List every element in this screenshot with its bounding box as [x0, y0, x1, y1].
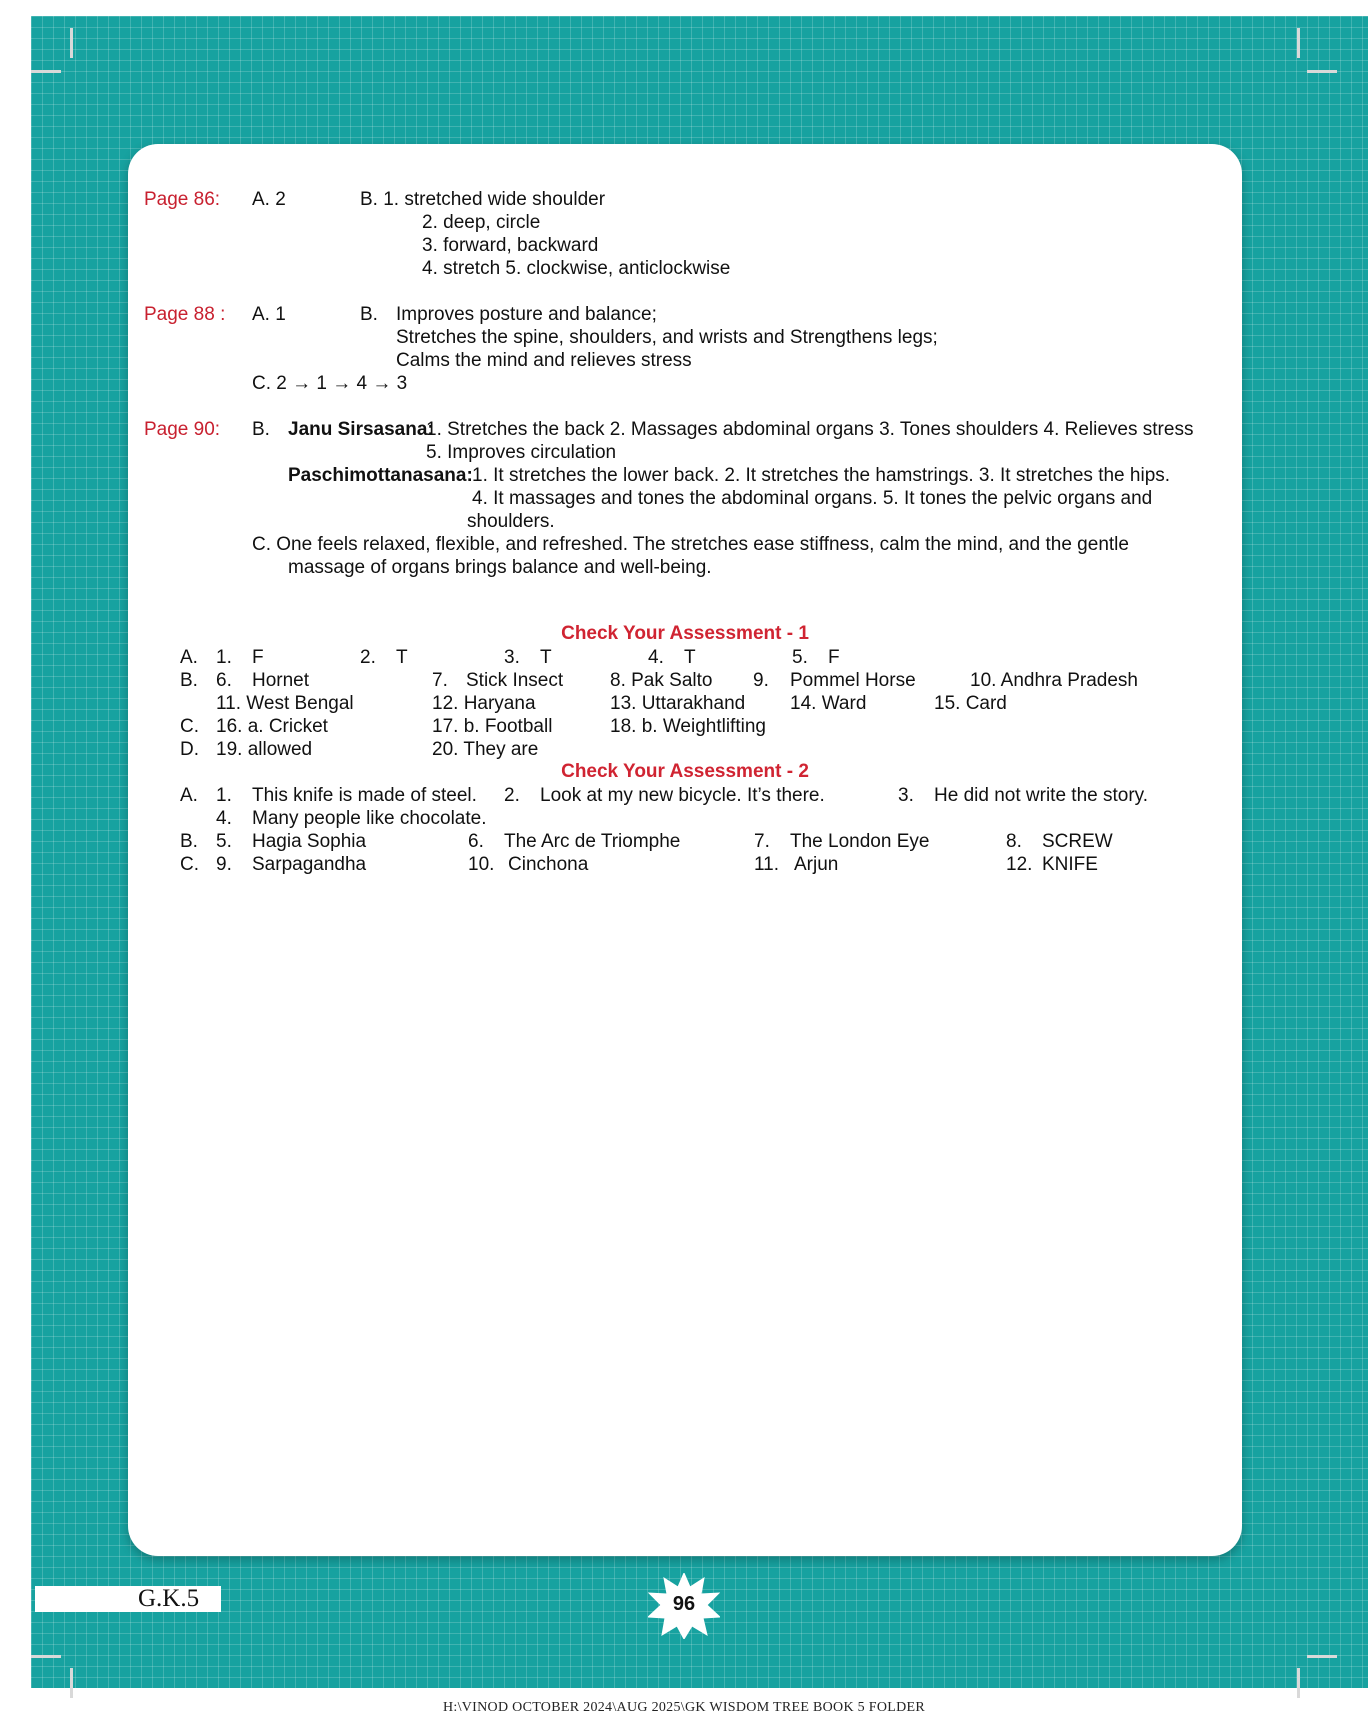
a1-q12: 12. Haryana: [432, 693, 536, 714]
a2-q12-num: 12.: [1006, 854, 1033, 875]
a1-q9-num: 9.: [753, 670, 769, 691]
page-86-b2: 2. deep, circle: [422, 212, 541, 233]
paschimottanasana-line1: 1. It stretches the lower back. 2. It stretches the hamstrings. 3. It stretches the hips.: [472, 465, 1171, 486]
a2-q5-ans: Hagia Sophia: [252, 831, 367, 852]
a2-q7-ans: The London Eye: [790, 831, 930, 852]
book-label: G.K.5: [138, 1585, 200, 1612]
a2-row-b-letter: B.: [180, 831, 198, 852]
a1-q6-ans: Hornet: [252, 670, 310, 691]
page-86-a: A. 2: [252, 189, 286, 210]
a1-q10: 10. Andhra Pradesh: [970, 670, 1138, 691]
a1-q20: 20. They are: [432, 739, 539, 760]
a2-q12-ans: KNIFE: [1042, 854, 1098, 875]
a1-q7-ans: Stick Insect: [466, 670, 564, 691]
a1-q11: 11. West Bengal: [216, 693, 354, 714]
a1-q2-num: 2.: [360, 647, 376, 668]
crop-mark: [1307, 70, 1337, 73]
a1-q4-num: 4.: [648, 647, 664, 668]
a1-q3-ans: T: [540, 647, 552, 668]
a1-q2-ans: T: [396, 647, 408, 668]
page-88-b-letter: B.: [360, 304, 378, 325]
page-88-label: Page 88 :: [144, 304, 226, 325]
a1-row-c-letter: C.: [180, 716, 199, 737]
a1-q4-ans: T: [684, 647, 696, 668]
a2-q11-num: 11.: [754, 854, 780, 875]
a2-q1-num: 1.: [216, 785, 232, 806]
a1-q5-num: 5.: [792, 647, 808, 668]
crop-mark: [1297, 28, 1300, 58]
paschimottanasana-line3: shoulders.: [467, 511, 555, 532]
a2-q2-num: 2.: [504, 785, 520, 806]
a1-q13: 13. Uttarakhand: [610, 693, 746, 714]
a2-row-a-letter: A.: [180, 785, 198, 806]
page-90-c-line1: C. One feels relaxed, flexible, and refreshed. The stretches ease stiffness, calm the mind, and the gentle: [252, 534, 1129, 555]
page-number: 96: [672, 1593, 696, 1615]
answer-card: [128, 144, 1242, 1556]
page-88-c: C. 2 → 1 → 4 → 3: [252, 373, 408, 394]
a2-q4-ans: Many people like chocolate.: [252, 808, 487, 829]
janu-sirsasana-line1: 1. Stretches the back 2. Massages abdominal organs 3. Tones shoulders 4. Relieves stress: [426, 419, 1194, 440]
a1-q14: 14. Ward: [790, 693, 867, 714]
a2-q1-ans: This knife is made of steel.: [252, 785, 477, 806]
a1-row-a-letter: A.: [180, 647, 198, 668]
crop-mark: [70, 1668, 73, 1698]
a2-q3-ans: He did not write the story.: [934, 785, 1149, 806]
a1-q7-num: 7.: [432, 670, 448, 691]
page-88-a: A. 1: [252, 304, 286, 325]
a1-q9-ans: Pommel Horse: [790, 670, 916, 691]
a2-q2-ans: Look at my new bicycle. It’s there.: [540, 785, 825, 806]
paschimottanasana-title: Paschimottanasana:: [288, 465, 473, 486]
page-90-label: Page 90:: [144, 419, 221, 440]
a1-q15: 15. Card: [934, 693, 1007, 714]
page-88-b3: Calms the mind and relieves stress: [396, 350, 692, 371]
page-86-label: Page 86:: [144, 189, 221, 210]
a1-q5-ans: F: [828, 647, 840, 668]
a2-row-c-letter: C.: [180, 854, 199, 875]
janu-sirsasana-line2: 5. Improves circulation: [426, 442, 617, 463]
a2-q10-num: 10.: [468, 854, 495, 875]
a2-q9-ans: Sarpagandha: [252, 854, 367, 875]
a2-q5-num: 5.: [216, 831, 232, 852]
page-86-b1: B. 1. stretched wide shoulder: [360, 189, 606, 210]
a2-q3-num: 3.: [898, 785, 914, 806]
a1-q1-ans: F: [252, 647, 264, 668]
a1-row-d-letter: D.: [180, 739, 199, 760]
page-90-b-letter: B.: [252, 419, 270, 440]
a1-q16: 16. a. Cricket: [216, 716, 328, 737]
a1-q6-num: 6.: [216, 670, 232, 691]
a2-q4-num: 4.: [216, 808, 232, 829]
a1-q19: 19. allowed: [216, 739, 313, 760]
janu-sirsasana-title: Janu Sirsasana:: [288, 419, 434, 440]
crop-mark: [31, 1655, 61, 1658]
crop-mark: [1307, 1655, 1337, 1658]
page-86-b3: 3. forward, backward: [422, 235, 599, 256]
a2-q6-num: 6.: [468, 831, 484, 852]
page-88-b2: Stretches the spine, shoulders, and wrists and Strengthens legs;: [396, 327, 938, 348]
a2-q8-ans: SCREW: [1042, 831, 1113, 852]
page-88-b1: Improves posture and balance;: [396, 304, 657, 325]
a1-q1-num: 1.: [216, 647, 232, 668]
a2-q8-num: 8.: [1006, 831, 1022, 852]
page-90-c-line2: massage of organs brings balance and well-being.: [288, 557, 712, 578]
book-label-box: [35, 1586, 221, 1612]
paschimottanasana-line2: 4. It massages and tones the abdominal organs. 5. It tones the pelvic organs and: [472, 488, 1153, 509]
a1-q8: 8. Pak Salto: [610, 670, 713, 691]
a1-q3-num: 3.: [504, 647, 520, 668]
a1-q18: 18. b. Weightlifting: [610, 716, 766, 737]
a2-q10-ans: Cinchona: [508, 854, 589, 875]
a2-q6-ans: The Arc de Triomphe: [504, 831, 681, 852]
assessment-1-title: Check Your Assessment - 1: [561, 623, 809, 644]
a1-row-b-letter: B.: [180, 670, 198, 691]
a1-q17: 17. b. Football: [432, 716, 553, 737]
file-path-footer: H:\VINOD OCTOBER 2024\AUG 2025\GK WISDOM TREE BOOK 5 FOLDER: [442, 1700, 926, 1715]
crop-mark: [1297, 1668, 1300, 1698]
crop-mark: [31, 70, 61, 73]
a2-q9-num: 9.: [216, 854, 232, 875]
a2-q11-ans: Arjun: [794, 854, 839, 875]
a2-q7-num: 7.: [754, 831, 770, 852]
page-86-b4: 4. stretch 5. clockwise, anticlockwise: [422, 258, 731, 279]
crop-mark: [70, 28, 73, 58]
assessment-2-title: Check Your Assessment - 2: [561, 761, 809, 782]
